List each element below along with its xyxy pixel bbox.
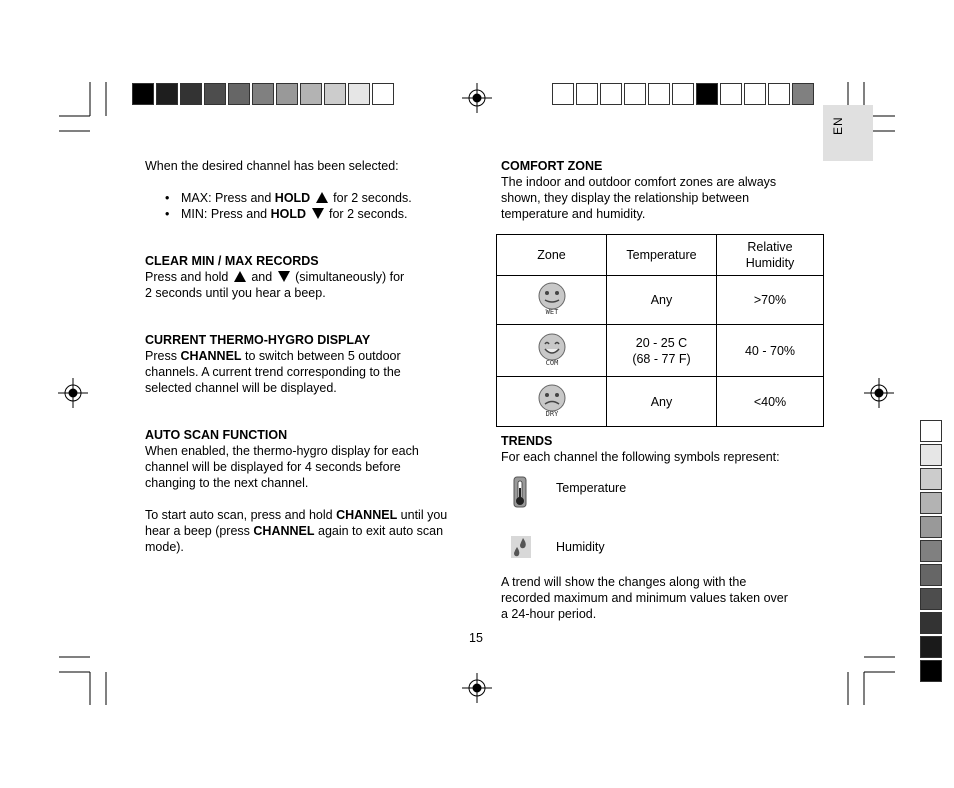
humidity-drop-icon: [510, 535, 532, 559]
color-swatch: [132, 83, 154, 105]
trends-section: TRENDS For each channel the following symbols represent:: [501, 434, 780, 464]
dry-face-icon: [534, 383, 570, 417]
color-swatch: [920, 564, 942, 586]
color-swatch: [920, 540, 942, 562]
color-swatch: [156, 83, 178, 105]
color-swatch: [648, 83, 670, 105]
color-swatch: [920, 468, 942, 490]
current-display-section: CURRENT THERMO-HYGRO DISPLAY Press CHANNEL to switch between 5 outdoor channels. A current trend corresponding to the selected channel will be displayed.: [145, 333, 401, 395]
registration-target-bottom: [462, 673, 492, 703]
color-bar-top-left: [132, 83, 396, 105]
color-swatch: [228, 83, 250, 105]
color-swatch: [920, 516, 942, 538]
comfort-zone-table: [496, 234, 824, 427]
header-temperature: Temperature: [607, 235, 717, 276]
color-swatch: [920, 612, 942, 634]
triangle-down-icon: [278, 271, 290, 282]
triangle-up-icon: [234, 271, 246, 282]
color-swatch: [744, 83, 766, 105]
list-item-max: • MAX: Press and HOLD for 2 seconds.: [165, 190, 412, 206]
comfort-face-icon: [534, 332, 570, 366]
header-humidity: Relative Humidity: [717, 235, 824, 276]
language-tab: [823, 105, 873, 161]
svg-text:DRY: DRY: [545, 409, 558, 417]
color-swatch: [552, 83, 574, 105]
color-swatch: [624, 83, 646, 105]
color-swatch: [696, 83, 718, 105]
zone-comfort-cell: [497, 325, 607, 377]
color-swatch: [324, 83, 346, 105]
color-swatch: [920, 444, 942, 466]
humidity-cell: <40%: [717, 377, 824, 427]
auto-scan-section: AUTO SCAN FUNCTION When enabled, the thermo-hygro display for each channel will be displayed for 4 seconds before changing to the next channel. To start auto scan, press and hold CHANNEL until you hear a beep (press CHANNEL again to exit auto scan mode).: [145, 428, 448, 554]
temp-cell: Any: [607, 377, 717, 427]
wet-face-icon: [534, 281, 570, 315]
svg-text:COM: COM: [545, 358, 558, 366]
color-swatch: [300, 83, 322, 105]
color-swatch: [180, 83, 202, 105]
color-swatch: [204, 83, 226, 105]
color-swatch: [920, 420, 942, 442]
clear-records-line2: 2 seconds until you hear a beep.: [145, 286, 326, 300]
registration-target-left: [58, 378, 88, 408]
humidity-cell: 40 - 70%: [717, 325, 824, 377]
trend-description: A trend will show the changes along with the recorded maximum and minimum values taken over a 24-hour period.: [501, 575, 788, 621]
svg-text:WET: WET: [545, 308, 558, 315]
color-bar-right-vertical: [920, 420, 942, 684]
triangle-up-icon: [316, 192, 328, 203]
clear-records-line1: Press and hold and (simultaneously) for: [145, 270, 405, 284]
auto-scan-heading: AUTO SCAN FUNCTION: [145, 428, 288, 442]
comfort-zone-section: COMFORT ZONE The indoor and outdoor comfort zones are always shown, they display the relationship between temperature and humidity.: [501, 159, 777, 221]
color-bar-top-right: [552, 83, 816, 105]
temp-cell: Any: [607, 276, 717, 325]
color-swatch: [372, 83, 394, 105]
color-swatch: [672, 83, 694, 105]
triangle-down-icon: [312, 208, 324, 219]
max-min-list: [165, 190, 412, 222]
registration-target-right: [864, 378, 894, 408]
table-header-row: [497, 235, 824, 276]
clear-records-section: [145, 253, 404, 301]
list-item-min: • MIN: Press and HOLD for 2 seconds.: [165, 206, 412, 222]
table-row: [497, 325, 824, 377]
color-swatch: [920, 660, 942, 682]
current-display-heading: CURRENT THERMO-HYGRO DISPLAY: [145, 333, 371, 347]
thermometer-icon: [510, 476, 530, 508]
zone-dry-cell: [497, 377, 607, 427]
table-row: [497, 377, 824, 427]
humidity-trend-label: Humidity: [556, 540, 605, 554]
clear-records-heading: CLEAR MIN / MAX RECORDS: [145, 254, 319, 268]
table-row: [497, 276, 824, 325]
color-swatch: [252, 83, 274, 105]
humidity-cell: >70%: [717, 276, 824, 325]
header-zone: Zone: [497, 235, 607, 276]
color-swatch: [792, 83, 814, 105]
page-number: 15: [469, 631, 483, 645]
color-swatch: [720, 83, 742, 105]
color-swatch: [920, 492, 942, 514]
temp-cell: 20 - 25 C (68 - 77 F): [607, 325, 717, 377]
intro-text: When the desired channel has been selected:: [145, 159, 399, 173]
color-swatch: [600, 83, 622, 105]
color-swatch: [768, 83, 790, 105]
color-swatch: [348, 83, 370, 105]
trends-heading: TRENDS: [501, 434, 553, 448]
comfort-zone-heading: COMFORT ZONE: [501, 159, 603, 173]
registration-target-top: [462, 83, 492, 113]
language-tab-label: EN: [831, 116, 845, 135]
color-swatch: [920, 588, 942, 610]
color-swatch: [276, 83, 298, 105]
color-swatch: [920, 636, 942, 658]
temperature-trend-label: Temperature: [556, 481, 627, 495]
color-swatch: [576, 83, 598, 105]
zone-wet-cell: [497, 276, 607, 325]
